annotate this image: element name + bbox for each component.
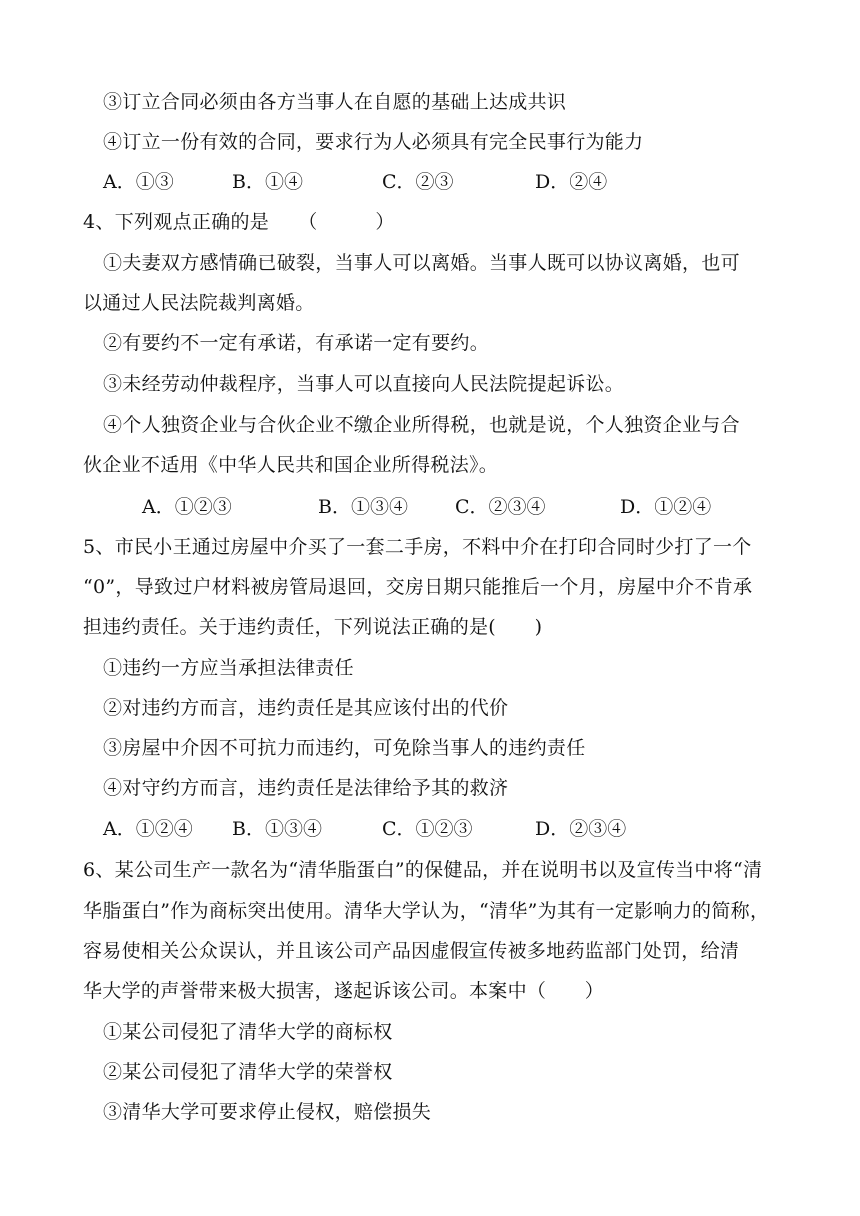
- q6-item-2: ②某公司侵犯了清华大学的荣誉权: [103, 1061, 393, 1083]
- q4-option-b: B．①③④: [318, 496, 408, 518]
- q4-item-4-line-1: ④个人独资企业与合伙企业不缴企业所得税，也就是说，个人独资企业与合: [103, 414, 740, 436]
- q5-option-d: D．②③④: [535, 818, 627, 840]
- q5-item-3: ③房屋中介因不可抗力而违约，可免除当事人的违约责任: [103, 737, 586, 759]
- q3-option-a: A．①③: [103, 171, 174, 193]
- q4-option-d: D．①②④: [620, 496, 712, 518]
- q3-item-3: ③订立合同必须由各方当事人在自愿的基础上达成共识: [103, 91, 567, 113]
- q5-option-b: B．①③④: [232, 818, 322, 840]
- q3-option-b: B．①④: [232, 171, 303, 193]
- q5-option-a: A．①②④: [103, 818, 193, 840]
- q4-item-4-line-2: 伙企业不适用《中华人民共和国企业所得税法》。: [83, 454, 499, 476]
- q6-stem-line-1: 6、某公司生产一款名为“清华脂蛋白”的保健品，并在说明书以及宣传当中将“清: [83, 859, 763, 881]
- q4-item-1-line-1: ①夫妻双方感情确已破裂，当事人可以离婚。当事人既可以协议离婚，也可: [103, 252, 740, 274]
- q4-item-1-line-2: 以通过人民法院裁判离婚。: [83, 292, 315, 314]
- q5-item-2: ②对违约方而言，违约责任是其应该付出的代价: [103, 697, 509, 719]
- q3-item-4: ④订立一份有效的合同，要求行为人必须具有完全民事行为能力: [103, 131, 644, 153]
- q3-option-c: C．②③: [382, 171, 454, 193]
- q5-stem-line-1: 5、市民小王通过房屋中介买了一套二手房，不料中介在打印合同时少打了一个: [83, 536, 752, 558]
- q4-option-c: C．②③④: [455, 496, 546, 518]
- q5-item-1: ①违约一方应当承担法律责任: [103, 657, 354, 679]
- q4-option-a: A．①②③: [142, 496, 232, 518]
- q5-option-c: C．①②③: [382, 818, 473, 840]
- q6-item-3: ③清华大学可要求停止侵权，赔偿损失: [103, 1101, 432, 1123]
- q5-stem-line-2: “0”，导致过户材料被房管局退回，交房日期只能推后一个月，房屋中介不肯承: [83, 576, 753, 598]
- q5-item-4: ④对守约方而言，违约责任是法律给予其的救济: [103, 777, 509, 799]
- q5-stem-line-3: 担违约责任。关于违约责任，下列说法正确的是( ): [83, 616, 543, 638]
- q6-item-1: ①某公司侵犯了清华大学的商标权: [103, 1021, 393, 1043]
- q6-stem-line-4: 华大学的声誉带来极大损害，遂起诉该公司。本案中（ ）: [83, 980, 605, 1002]
- q4-item-3: ③未经劳动仲裁程序，当事人可以直接向人民法院提起诉讼。: [103, 373, 625, 395]
- q4-stem: 4、下列观点正确的是 （ ）: [83, 211, 395, 233]
- q6-stem-line-2: 华脂蛋白”作为商标突出使用。清华大学认为，“清华”为其有一定影响力的简称，: [83, 900, 770, 922]
- q4-item-2: ②有要约不一定有承诺，有承诺一定有要约。: [103, 332, 490, 354]
- q6-stem-line-3: 容易使相关公众误认，并且该公司产品因虚假宣传被多地药监部门处罚，给清: [83, 940, 740, 962]
- q3-option-d: D．②④: [535, 171, 608, 193]
